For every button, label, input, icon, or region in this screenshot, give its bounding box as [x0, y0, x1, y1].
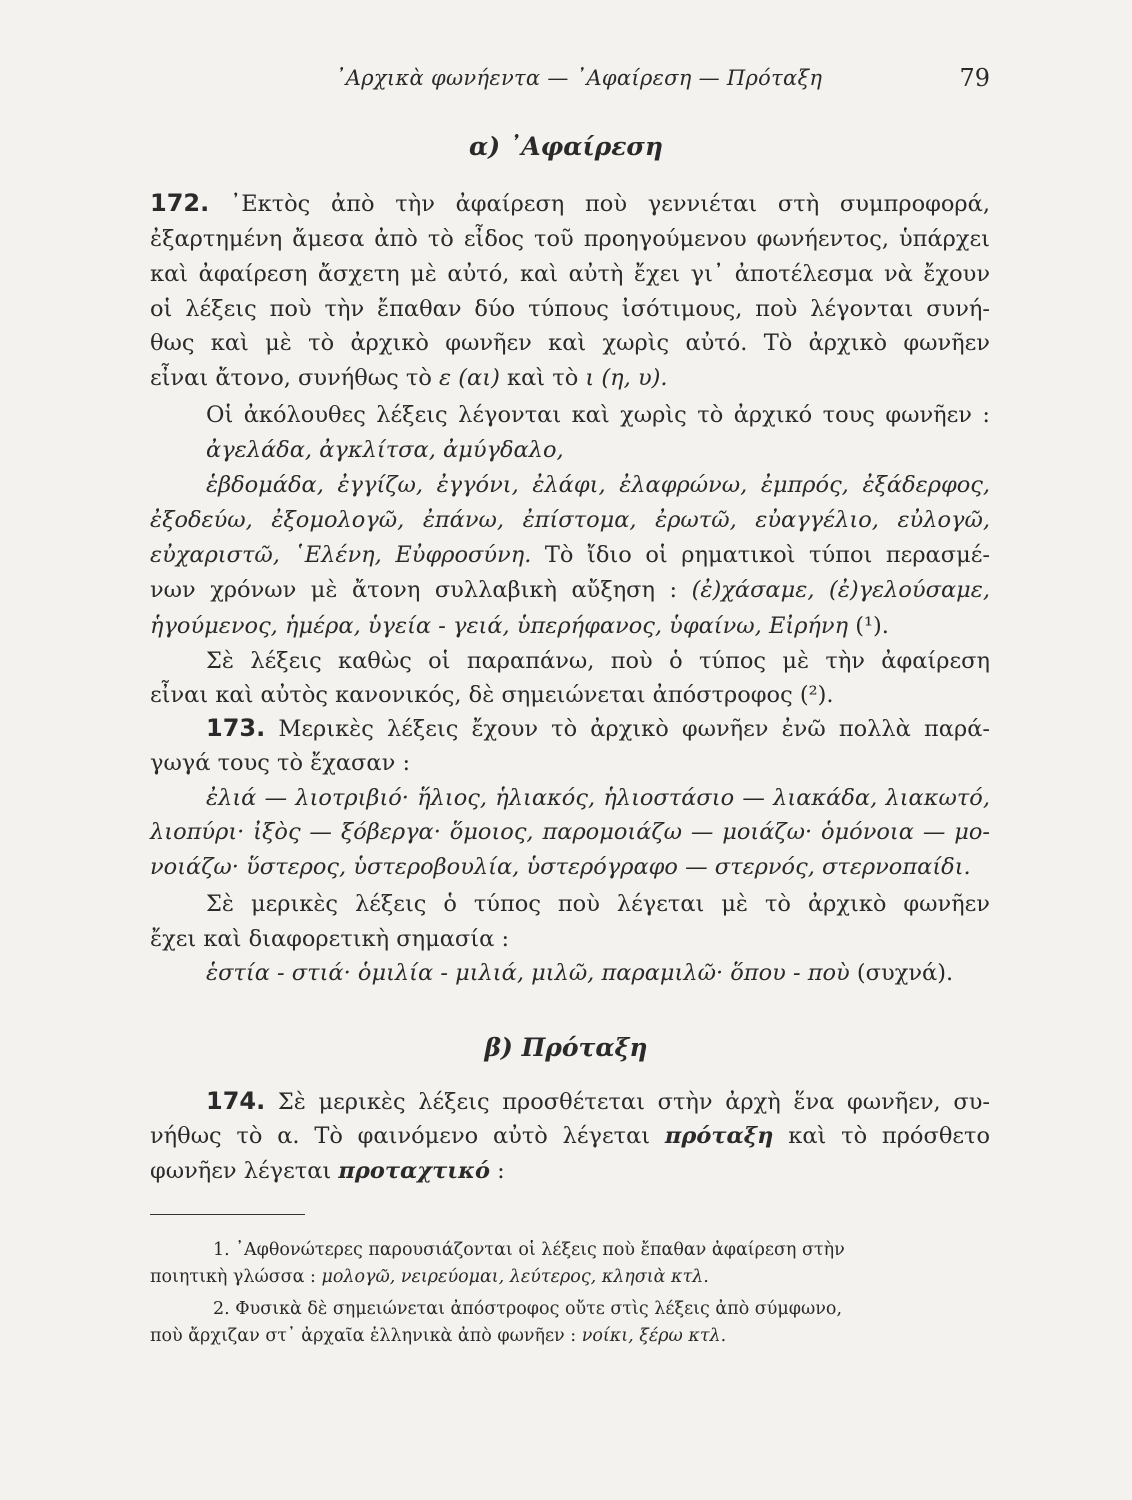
- term-protaxi: πρόταξη: [664, 1123, 774, 1149]
- p172-line-14: Σὲ λέξεις καθὼς οἱ παραπάνω, ποὺ ὁ τύπος μὲ τὴν ἀφαίρεση: [206, 648, 990, 674]
- page-number: 79: [959, 64, 990, 92]
- p174-line-1: 174. Σὲ μερικὲς λέξεις προσθέτεται στὴν ἀρχὴ ἕνα φωνῆεν, συ-: [206, 1087, 990, 1115]
- p172-line-7: Οἱ ἀκόλουθες λέξεις λέγονται καὶ χωρὶς τὸ ἀρχικό τους φωνῆεν :: [206, 402, 990, 428]
- footnote-ref-1: (¹).: [855, 613, 889, 639]
- p173-example-4: ἑστία - στιά· ὁμιλία - μιλιά, μιλῶ, παραμιλῶ· ὅπου - ποὺ (συχνά).: [206, 960, 954, 986]
- running-header: [150, 66, 990, 106]
- p174-line-2: νήθως τὸ α. Τὸ φαινόμενο αὐτὸ λέγεται πρόταξη καὶ τὸ πρόσθετο: [150, 1123, 991, 1149]
- p172-line-3: καὶ ἀφαίρεση ἄσχετη μὲ αὐτό, καὶ αὐτὴ ἔχει γι᾿ ἀποτέλεσμα νὰ ἔχουν: [150, 261, 990, 287]
- footnote-2-line-2: ποὺ ἄρχιζαν στ᾿ ἀρχαῖα ἑλληνικὰ ἀπὸ φωνῆεν : νοίκι, ξέρω κτλ.: [150, 1326, 727, 1346]
- p172-line-12: νων χρόνων μὲ ἄτονη συλλαβικὴ αὔξηση : (ἐ)χάσαμε, (ἐ)γελούσαμε,: [150, 577, 990, 603]
- footnote-divider: [150, 1214, 305, 1215]
- footnote-1-line-2: ποιητικὴ γλώσσα : μολογῶ, νειρεύομαι, λεύτερος, κλησιὰ κτλ.: [150, 1267, 709, 1287]
- p172-line-1: 172. ᾿Εκτὸς ἀπὸ τὴν ἀφαίρεση ποὺ γεννιέται στὴ συμπροφορά,: [150, 189, 990, 217]
- p172-line-11: εὐχαριστῶ, ῾Ελένη, Εὐφροσύνη. Τὸ ἴδιο οἱ ρηματικοὶ τύποι περασμέ-: [150, 542, 990, 568]
- p172-example-2: ἑβδομάδα, ἐγγίζω, ἐγγόνι, ἐλάφι, ἐλαφρώνω, ἐμπρός, ἐξάδερφος,: [206, 472, 990, 498]
- p173-line-6: Σὲ μερικὲς λέξεις ὁ τύπος ποὺ λέγεται μὲ τὸ ἀρχικὸ φωνῆεν: [206, 891, 990, 917]
- p173-example-3: νοιάζω· ὕστερος, ὑστεροβουλία, ὑστερόγραφο — στερνός, στερνοπαίδι.: [150, 854, 971, 880]
- p172-example-1: ἀγελάδα, ἀγκλίτσα, ἀμύγδαλο,: [206, 437, 564, 463]
- p172-example-3: ἐξοδεύω, ἐξομολογῶ, ἐπάνω, ἐπίστομα, ἐρωτῶ, εὐαγγέλιο, εὐλογῶ,: [150, 507, 990, 533]
- paragraph-number-173: 173.: [206, 714, 266, 742]
- p172-line-4: οἱ λέξεις ποὺ τὴν ἔπαθαν δύο τύπους ἰσότιμους, ποὺ λέγονται συνή-: [150, 296, 990, 322]
- section-title-protaxi: β) Πρόταξη: [484, 1033, 648, 1062]
- footnote-2-line-1: 2. Φυσικὰ δὲ σημειώνεται ἀπόστροφος οὔτε στὶς λέξεις ἀπὸ σύμφωνο,: [213, 1299, 843, 1319]
- p173-line-1: 173. Μερικὲς λέξεις ἔχουν τὸ ἀρχικὸ φωνῆεν ἐνῶ πολλὰ παρά-: [206, 714, 990, 742]
- p174-line-3: φωνῆεν λέγεται προταχτικό :: [150, 1158, 505, 1184]
- p172-line-15: εἶναι καὶ αὐτὸς κανονικός, δὲ σημειώνεται ἀπόστροφος (²).: [150, 682, 834, 708]
- p172-line-5: θως καὶ μὲ τὸ ἀρχικὸ φωνῆεν καὶ χωρὶς αὐτό. Τὸ ἀρχικὸ φωνῆεν: [150, 330, 990, 356]
- p172-line-13: ἡγούμενος, ἡμέρα, ὑγεία - γειά, ὑπερήφανος, ὑφαίνω, Εἰρήνη (¹).: [150, 613, 889, 639]
- term-protaktiko: προταχτικό: [338, 1158, 490, 1184]
- paragraph-number-172: 172.: [150, 189, 210, 217]
- p173-line-7: ἔχει καὶ διαφορετικὴ σημασία :: [150, 926, 510, 952]
- p173-example-2: λιοπύρι· ἰξὸς — ξόβεργα· ὅμοιος, παρομοιάζω — μοιάζω· ὁμόνοια — μο-: [150, 819, 990, 845]
- p172-line-2: ἐξαρτημένη ἄμεσα ἀπὸ τὸ εἶδος τοῦ προηγούμενου φωνήεντος, ὑπάρχει: [150, 226, 990, 252]
- p172-line-6: εἶναι ἄτονο, συνήθως τὸ ε (αι) καὶ τὸ ι (η, υ).: [150, 365, 668, 391]
- p173-line-2: γωγά τους τὸ ἔχασαν :: [150, 750, 411, 776]
- paragraph-number-174: 174.: [206, 1087, 266, 1115]
- header-title: ᾿Αρχικὰ φωνήεντα — ᾿Αφαίρεση — Πρόταξη: [335, 66, 823, 90]
- footnote-1-line-1: 1. ᾿Αφθονώτερες παρουσιάζονται οἱ λέξεις ποὺ ἔπαθαν ἀφαίρεση στὴν: [213, 1240, 845, 1260]
- p173-example-1: ἐλιά — λιοτριβιό· ἥλιος, ἡλιακός, ἡλιοστάσιο — λιακάδα, λιακωτό,: [206, 785, 990, 811]
- section-title-aphairesi: α) ᾿Αφαίρεση: [468, 132, 664, 161]
